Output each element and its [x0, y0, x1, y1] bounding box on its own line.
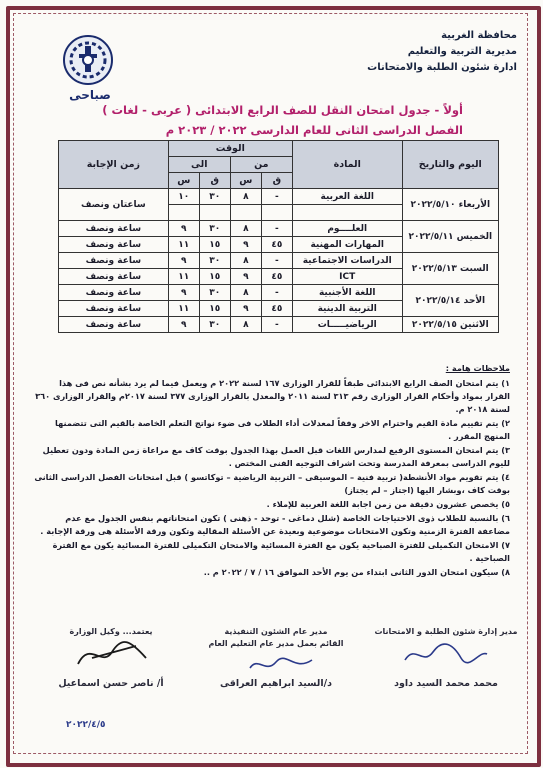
from-s-cell: ٨	[230, 189, 261, 205]
signature-block-student-affairs	[371, 626, 521, 690]
table-row	[59, 285, 499, 301]
from-q-cell: -	[261, 221, 292, 237]
duration-cell: ساعة ونصف	[59, 301, 169, 317]
header-time: الوقت	[168, 141, 292, 157]
to-s-cell: ١١	[168, 269, 199, 285]
header-line-directorate: مديرية التربية والتعليم	[407, 46, 517, 57]
signature-subtitle: القائم بعمل مدير عام التعليم العام	[208, 639, 344, 648]
to-q-cell: ٣٠	[199, 285, 230, 301]
schedule-subtitle: الفصل الدراسى الثانى للعام الدارسى ٢٠٢٢ / ٢٠٢٣ م	[165, 123, 463, 137]
to-q-cell: ٣٠	[199, 317, 230, 333]
to-s-cell: ٩	[168, 285, 199, 301]
subject-cell: الدراسات الاجتماعية	[292, 253, 402, 269]
from-s-cell: ٨	[230, 253, 261, 269]
subject-cell: ICT	[292, 269, 402, 285]
to-s-cell: ٩	[168, 253, 199, 269]
subject-cell: اللغة الأجنبية	[292, 285, 402, 301]
from-s-cell: ٩	[230, 301, 261, 317]
to-s-cell: ١١	[168, 301, 199, 317]
signature-date: ٢٠٢٢/٤/٥	[66, 720, 106, 730]
duration-cell: ساعة ونصف	[59, 221, 169, 237]
directorate-logo-icon	[62, 34, 114, 86]
signature-title: مدير عام الشئون التنفيذية	[224, 627, 328, 636]
note-item: ٧) الامتحان التكميلى للفترة الصباحية يكون مع الفترة المسائية والامتحان التكميلى للفترة المسائية يكون مع الفترة الصباحية .	[52, 540, 510, 563]
table-row	[59, 253, 499, 269]
to-q-cell: ٣٠	[199, 221, 230, 237]
schedule-title: أولاً - جدول امتحان النقل للصف الرابع الابتدائى ( عربى - لغات )	[102, 103, 463, 117]
note-item: ٦) بالنسبة للطلاب ذوى الاحتياجات الخاصة (شلل دماغى - توحد - ذهنى ) تكون امتحاناتهم بنفس الجدول مع عدم مضاعفة الفترة الزمنية وتكون الامتحانات موضوعية وبعيدة عن الأسئلة المقالية وتكون ورقة الأسئلة هى ورقة الإجابة .	[40, 513, 510, 536]
note-item: ٥) يخصص عشرون دقيقة من زمن اجابة اللغة العربية للإملاء .	[266, 499, 510, 509]
handwritten-signature-icon	[72, 638, 152, 672]
signature-title: مدير إدارة شئون الطلبة و الامتحانات	[374, 627, 518, 636]
day-cell: السبت ٢٠٢٢/٥/١٣	[402, 253, 498, 285]
to-s-cell: ٩	[168, 221, 199, 237]
from-s-cell: ٨	[230, 221, 261, 237]
from-q-cell: -	[261, 253, 292, 269]
signature-name: أ/ ناصر حسن اسماعيل	[58, 678, 164, 689]
duration-cell: ساعة ونصف	[59, 317, 169, 333]
duration-cell: ساعتان ونصف	[59, 189, 169, 221]
signature-name: د/السيد ابراهيم العراقى	[220, 678, 332, 689]
from-q-cell: -	[261, 317, 292, 333]
header-line-administration: ادارة شئون الطلبة والامتحانات	[367, 62, 517, 73]
from-q-cell: -	[261, 285, 292, 301]
header-line-governorate: محافظة الغربية	[441, 30, 517, 41]
duration-cell: ساعة ونصف	[59, 269, 169, 285]
from-q-cell: ٤٥	[261, 237, 292, 253]
to-q-cell: ٣٠	[199, 253, 230, 269]
header-to: الى	[168, 157, 230, 173]
header-to-q: ق	[199, 173, 230, 189]
table-header-row	[59, 141, 499, 157]
from-s-cell: ٩	[230, 237, 261, 253]
from-s-cell: ٩	[230, 269, 261, 285]
note-item: ٤) يتم تقويم مواد الأنشطة( تربية فنية – الموسيقى – التربية الرياضية – توكاتسو ) قبل امتحانات الفصل الدراسى الثانى بوقت كاف ،وبشار اليها (اجتاز – لم يجتاز)	[34, 472, 510, 495]
day-cell: الخميس ٢٠٢٢/٥/١١	[402, 221, 498, 253]
from-s-cell: ٨	[230, 317, 261, 333]
to-s-cell: ١٠	[168, 189, 199, 205]
note-item: ٣) يتم امتحان المستوى الرفيع لمدارس اللغات قبل العمل بهذا الجدول بوقت كاف مع مراعاة زمن المادة ودون تعطيل لليوم الدراسى بمعرفة المدرسة وتحت اشراف التوجيه الفنى المختص .	[42, 445, 510, 468]
header-from: من	[230, 157, 292, 173]
subject-cell: اللغة العربية	[292, 189, 402, 205]
handwritten-signature-icon	[401, 640, 491, 668]
header-from-q: ق	[261, 173, 292, 189]
note-item: ٢) يتم تقييم مادة القيم واحترام الاخر وفقاً لمعدلات أداء الطلاب فى ضوء نواتج التعلم الخاصة بالقيم التى تتضمنها المنهج المقرر .	[55, 418, 510, 441]
subject-cell: التربية الدينية	[292, 301, 402, 317]
ministry-header	[367, 28, 517, 76]
signature-name: محمد محمد السيد داود	[394, 678, 498, 689]
day-cell: الأحد ٢٠٢٢/٥/١٤	[402, 285, 498, 317]
note-item: ١) يتم امتحان الصف الرابع الابتدائى طبقاً للقرار الوزارى ١٦٧ لسنة ٢٠٢٢ م ويعمل فيما لم يرد بشأنه نص فى هذا القرار بمواد وأحكام القرار الوزارى رقم ٣١٣ لسنة ٢٠١١ والمعدل بالقرار الوزارى ٣٧٧ لسنة ٢٠١٧م والقرار الوزارى ٣٦٠ لسنة ٢٠١٨ م.	[35, 378, 510, 414]
duration-cell: ساعة ونصف	[59, 237, 169, 253]
from-q-cell: -	[261, 189, 292, 205]
from-q-cell: ٤٥	[261, 301, 292, 317]
header-duration: زمن الإجابة	[59, 141, 169, 189]
header-from-s: س	[230, 173, 261, 189]
signature-title: يعتمد... وكيل الوزارة	[69, 627, 153, 636]
important-notes	[32, 362, 510, 580]
handwritten-signature-icon	[246, 652, 316, 676]
to-q-cell: ١٥	[199, 237, 230, 253]
header-to-s: س	[168, 173, 199, 189]
duration-cell: ساعة ونصف	[59, 253, 169, 269]
from-q-cell: ٤٥	[261, 269, 292, 285]
subject-cell: الرياضيـــــات	[292, 317, 402, 333]
subject-cell: المهارات المهنية	[292, 237, 402, 253]
to-s-cell: ٩	[168, 317, 199, 333]
signature-block-executive-affairs	[196, 626, 356, 690]
table-row	[59, 221, 499, 237]
logo-caption: صباحى	[69, 88, 111, 102]
day-cell: الاثنين ٢٠٢٢/٥/١٥	[402, 317, 498, 333]
to-q-cell: ١٥	[199, 269, 230, 285]
table-row	[59, 317, 499, 333]
exam-schedule-table	[58, 140, 499, 333]
header-day-date: اليوم والتاريخ	[402, 141, 498, 189]
notes-title: ملاحظات هامة :	[445, 363, 510, 373]
day-cell: الأربعاء ٢٠٢٢/٥/١٠	[402, 189, 498, 221]
from-s-cell: ٨	[230, 285, 261, 301]
duration-cell: ساعة ونصف	[59, 285, 169, 301]
to-s-cell: ١١	[168, 237, 199, 253]
to-q-cell: ٣٠	[199, 189, 230, 205]
to-q-cell: ١٥	[199, 301, 230, 317]
signature-block-undersecretary	[36, 626, 186, 690]
subject-cell: العلــــوم	[292, 221, 402, 237]
note-item: ٨) سيكون امتحان الدور الثانى ابتداء من يوم الأحد الموافق ١٦ / ٧ / ٢٠٢٢ م ..	[203, 567, 510, 577]
header-subject: المادة	[292, 141, 402, 189]
table-row	[59, 189, 499, 205]
